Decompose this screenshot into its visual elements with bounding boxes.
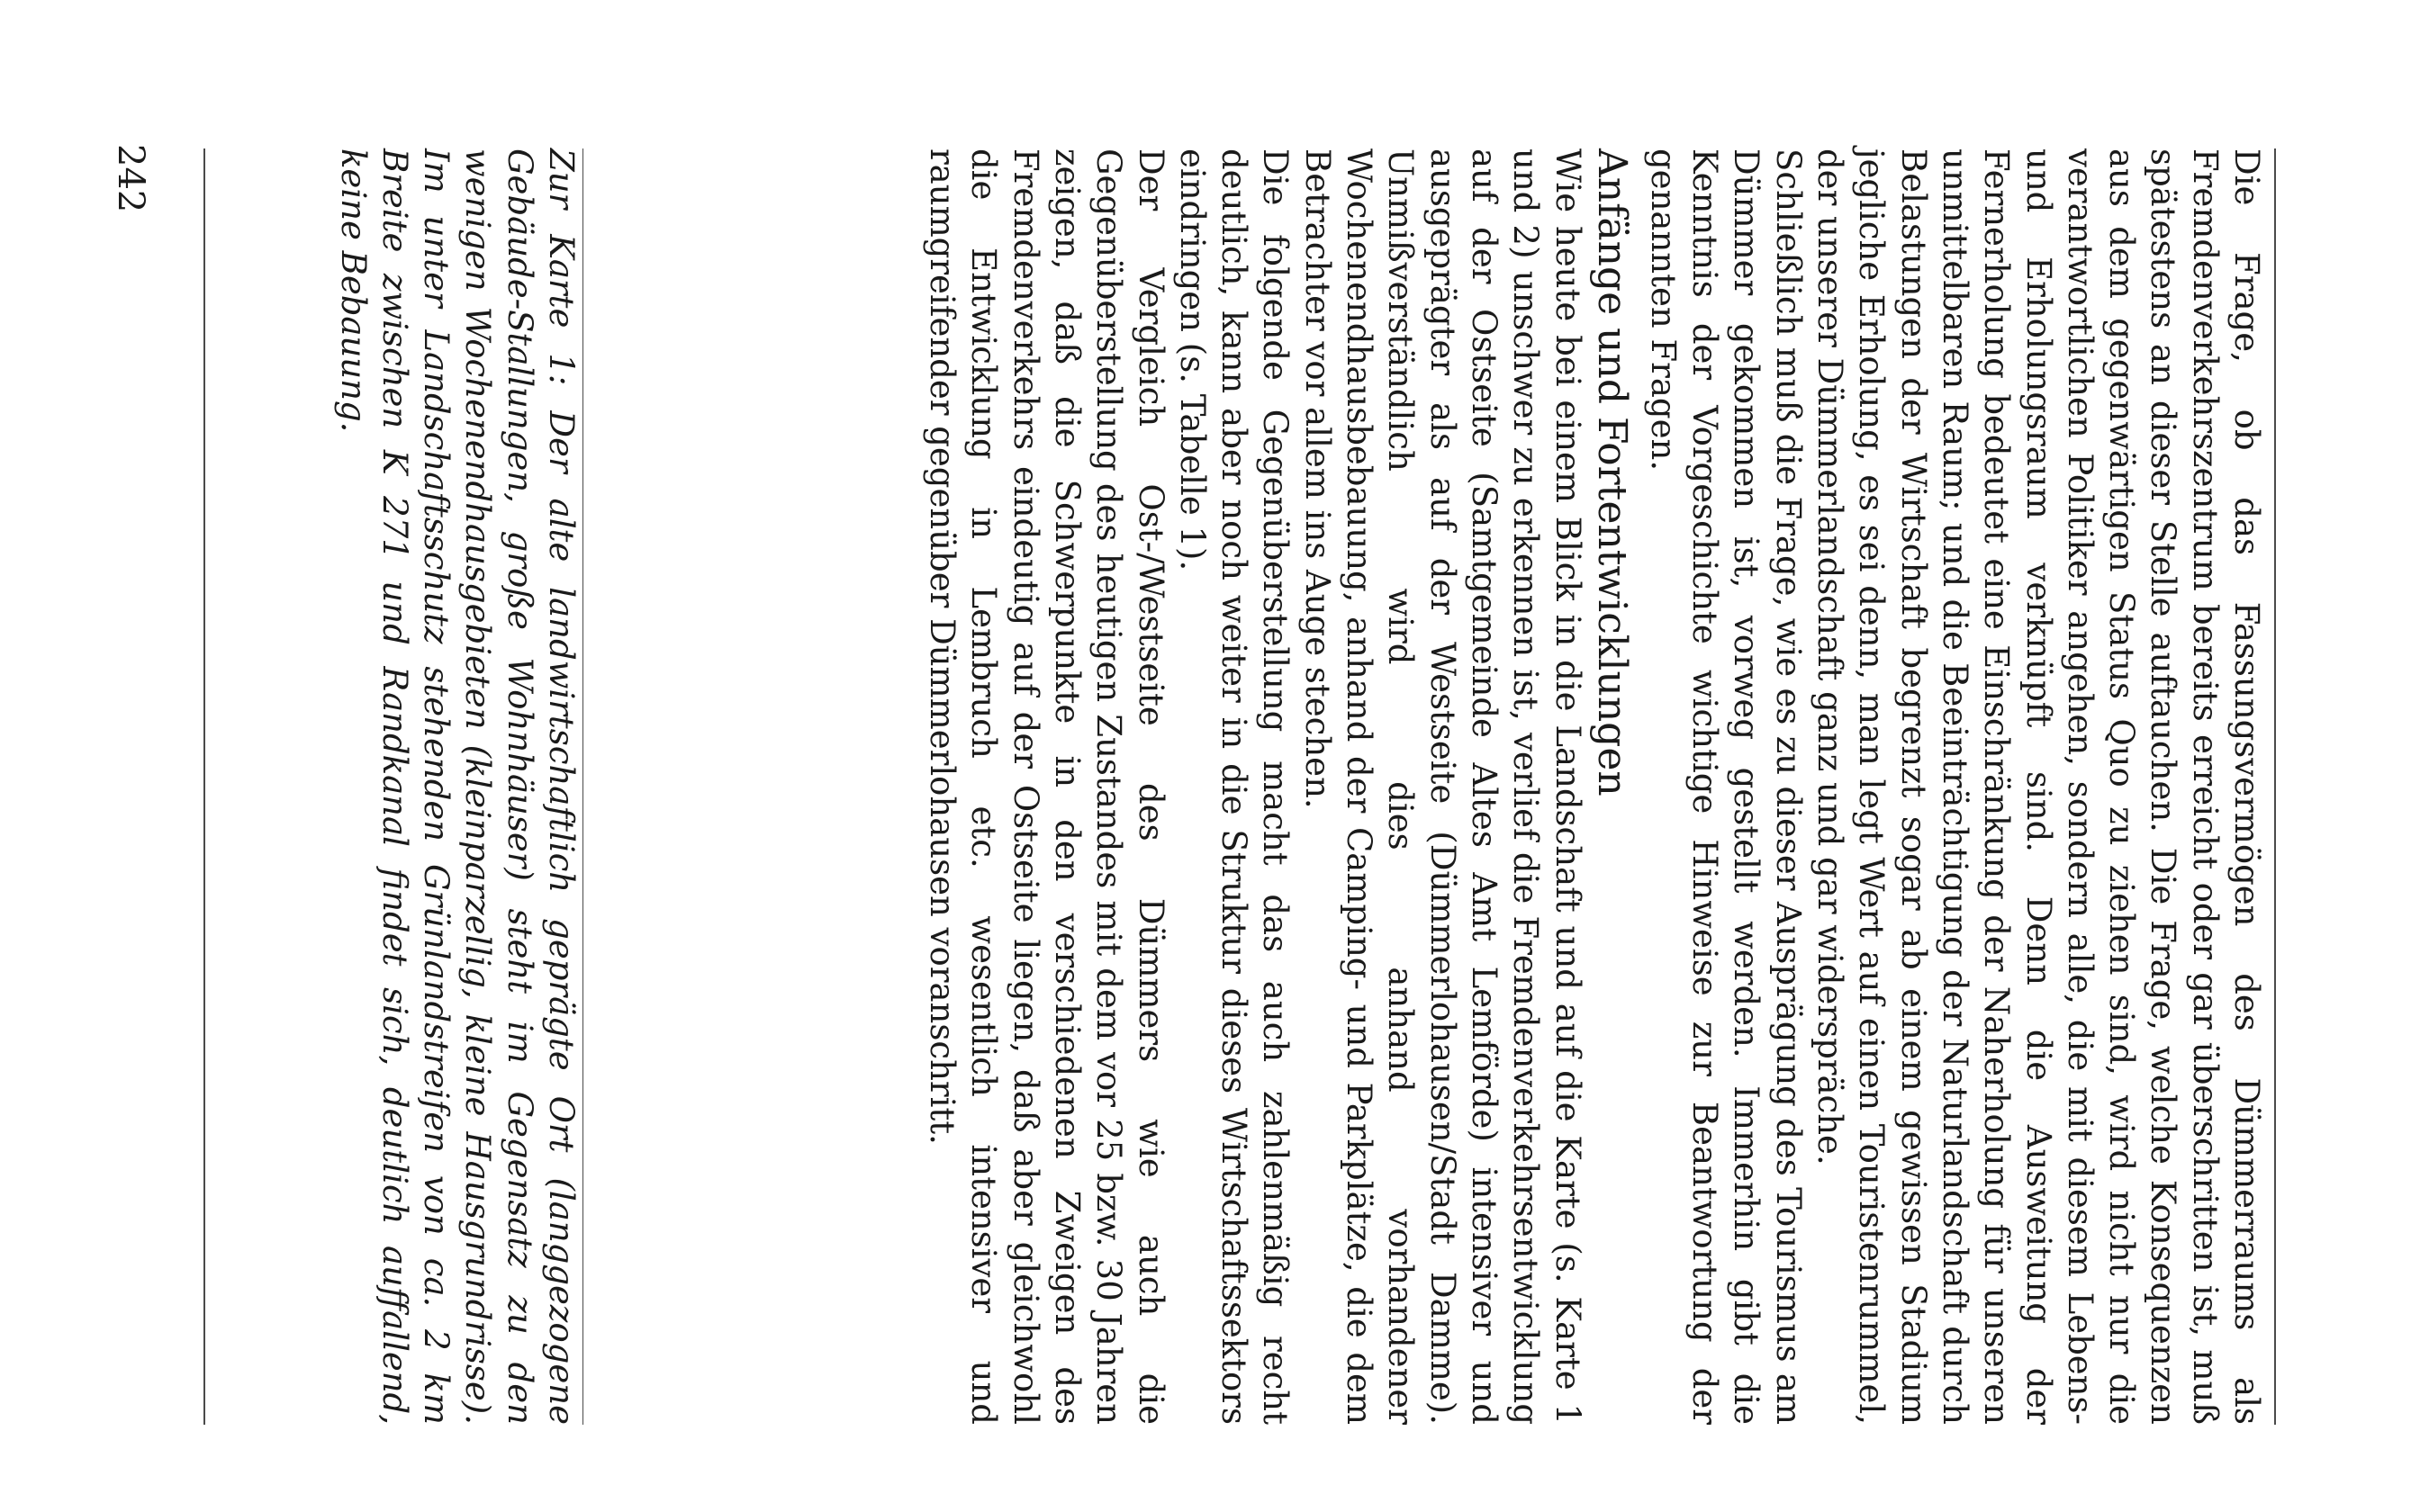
body-text (921, 148, 2267, 1425)
bottom-rule (203, 148, 205, 1425)
caption-separator-rule (582, 148, 583, 1425)
paragraph-intro-1: Die Frage, ob das Fassungsvermögen des Dümmerraums als Fremdenverkehrszentrum bereits erreicht oder gar überschritten ist, muß spätestens an dieser Stelle auftauchen. Die Frage, welche Konsequenzen aus dem gegenwärtigen Status Quo zu ziehen sind, wird nicht nur die verantwortlichen Politiker angehen, sondern alle, die mit diesem Lebens- und Erholungsraum verknüpft sind. Denn die Ausweitung der Fernerholung bedeutet eine Einschränkung der Naherholung für unseren unmittelbaren Raum; und die Beeinträchtigung der Naturlandschaft durch Belastungen der Wirtschaft begrenzt sogar ab einem gewissen Stadium jegliche Erholung, es sei denn, man legt Wert auf einen Touristenrummel, der unserer Dümmerlandschaft ganz und gar widerspräche. (1810, 148, 2266, 1425)
paragraph-section-2: Die folgende Gegenüberstellung macht das auch zahlenmäßig recht deutlich, kann aber noch weiter in die Struktur dieses Wirtschaftssektors eindringen (s. Tabelle 1). (1172, 148, 1296, 1425)
section-heading: Anfänge und Fortentwicklungen (1588, 148, 1635, 796)
map-caption: Zur Karte 1: Der alte landwirtschaftlich geprägte Ort (langgezogene Gebäude-Stallungen, große Wohnhäuser) steht im Gegensatz zu den wenigen Wochenendhausgebieten (kleinparzellig, kleine Hausgrundrisse). Im unter Landschaftsschutz stehenden Grünlandstreifen von ca. 2 km Breite zwischen K 271 und Randkanal findet sich, deutlich auffallend, keine Bebauung. (333, 148, 581, 1425)
page-number: 242 (110, 144, 151, 213)
paragraph-intro-2: Schließlich muß die Frage, wie es zu dieser Ausprägung des Tourismus am Dümmer gekommen ist, vorweg gestellt werden. Immerhin gibt die Kenntnis der Vorgeschichte wichtige Hinweise zur Beantwortung der genannten Fragen. (1643, 148, 1808, 1425)
paragraph-section-3: Der Vergleich Ost-/Westseite des Dümmers wie auch die Gegenüberstellung des heutigen Zustandes mit dem vor 25 bzw. 30 Jahren zeigen, daß die Schwerpunkte in den verschiedenen Zweigen des Fremdenverkehrs eindeutig auf der Ostseite liegen, daß aber gleichwohl die Entwicklung in Lembruch etc. wesentlich intensiver und raumgreifender gegenüber Dümmerlohausen voranschritt. (923, 148, 1170, 1425)
top-rule (2274, 148, 2276, 1425)
paragraph-section-1: Wie heute bei einem Blick in die Landschaft und auf die Karte (s. Karte 1 und 2) unschwer zu erkennen ist, verlief die Fremdenverkehrsentwicklung auf der Ostseite (Samtgemeinde Altes Amt Lemförde) intensiver und ausgeprägter als auf der Westseite (Dümmerlohausen/Stadt Damme). Unmißverständlich wird dies anhand vorhandener Wochenendhausbebauung, anhand der Camping- und Parkplätze, die dem Betrachter vor allem ins Auge stechen. (1297, 148, 1587, 1425)
